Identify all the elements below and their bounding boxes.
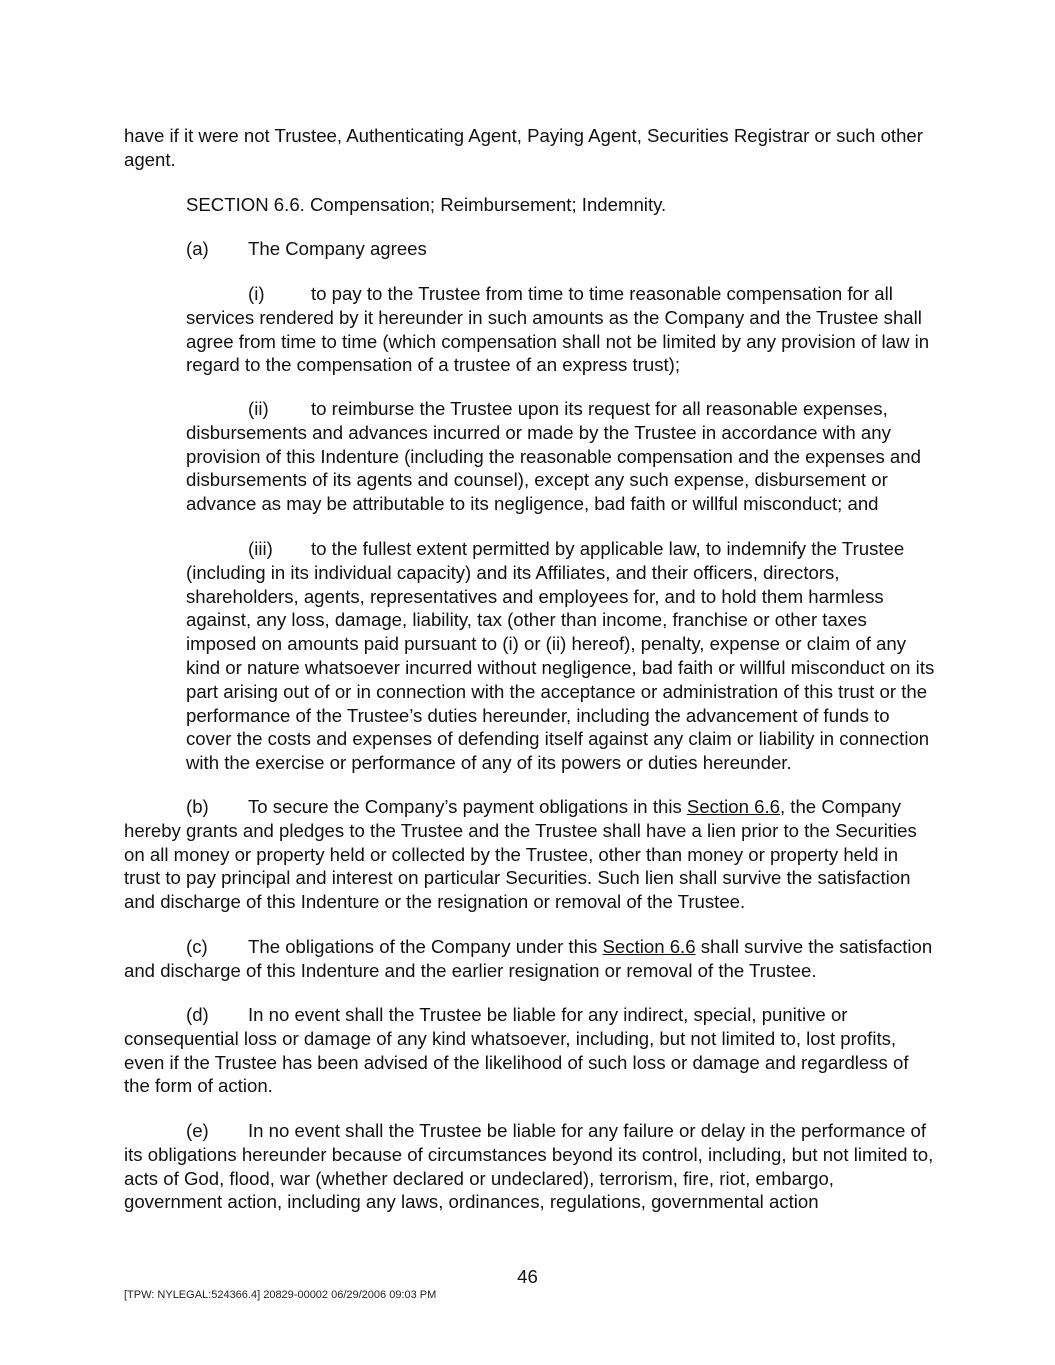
subsection-a-text: The Company agrees: [248, 238, 427, 259]
clause-iii-label: (iii): [248, 538, 273, 559]
paragraph-b-text-before: To secure the Company’s payment obligations in this: [248, 796, 687, 817]
paragraph-b-text-after: , the Company hereby grants and pledges to the Trustee and the Trustee shall have a lien prior to the Securities on all money or property held or collected by the Trustee, other than money or property held in trust to pay principal and interest on particular Securities. Such lien shall survive the satisfaction and discharge of this Indenture or the resignation or removal of the Trustee.: [124, 796, 917, 913]
paragraph-c: [124, 935, 934, 983]
clause-i-text: to pay to the Trustee from time to time reasonable compensation for all services rendered by it hereunder in such amounts as the Company and the Trustee shall agree from time to time (which compensation shall not be limited by any provision of law in regard to the compensation of a trustee of an express trust);: [186, 283, 930, 376]
paragraph-d-text: In no event shall the Trustee be liable for any indirect, special, punitive or consequential loss or damage of any kind whatsoever, including, but not limited to, lost profits, even if the Trustee has been advised of the likelihood of such loss or damage and regardless of the form of action.: [124, 1004, 909, 1097]
clause-ii-text: to reimburse the Trustee upon its request for all reasonable expenses, disbursements and advances incurred or made by the Trustee in accordance with any provision of this Indenture (including the reasonable compensation and the expenses and disbursements of its agents and counsel), except any such expense, disbursement or advance as may be attributable to its negligence, bad faith or willful misconduct; and: [186, 398, 921, 515]
paragraph-d: [124, 1003, 934, 1098]
clause-i-label: (i): [248, 283, 265, 304]
clause-iii-text: to the fullest extent permitted by applicable law, to indemnify the Trustee (including in its individual capacity) and its Affiliates, and their officers, directors, shareholders, agents, representatives and employees for, and to hold them harmless against, any loss, damage, liability, tax (other than income, franchise or other taxes imposed on amounts paid pursuant to (i) or (ii) hereof), penalty, expense or claim of any kind or nature whatsoever incurred without negligence, bad faith or willful misconduct on its part arising out of or in connection with the acceptance or administration of this trust or the performance of the Trustee’s duties hereunder, including the advancement of funds to cover the costs and expenses of defending itself against any claim or liability in connection with the exercise or performance of any of its powers or duties hereunder.: [186, 538, 935, 774]
paragraph-e-text: In no event shall the Trustee be liable for any failure or delay in the performance of its obligations hereunder because of circumstances beyond its control, including, but not limited to, acts of God, flood, war (whether declared or undeclared), terrorism, fire, riot, embargo, government action, including any laws, ordinances, regulations, governmental action: [124, 1120, 934, 1213]
clause-iii: [186, 537, 938, 775]
paragraph-c-label: (c): [186, 936, 208, 957]
paragraph-b-label: (b): [186, 796, 209, 817]
paragraph-c-text-before: The obligations of the Company under this: [248, 936, 603, 957]
clause-ii: [186, 397, 938, 516]
page-number: 46: [517, 1266, 538, 1287]
section-reference-link: Section 6.6: [686, 796, 780, 817]
document-footer-reference: [TPW: NYLEGAL:524366.4] 20829-00002 06/29/2006 09:03 PM: [124, 1289, 437, 1301]
subsection-a: [186, 237, 886, 261]
clause-i: [186, 282, 938, 377]
section-heading: SECTION 6.6. Compensation; Reimbursement; Indemnity.: [186, 194, 667, 215]
paragraph-d-label: (d): [186, 1004, 209, 1025]
intro-continuation: have if it were not Trustee, Authenticating Agent, Paying Agent, Securities Registrar or such other agent.: [124, 125, 923, 170]
clause-ii-label: (ii): [248, 398, 269, 419]
paragraph-c-text-after: shall survive the satisfaction and discharge of this Indenture and the earlier resignation or removal of the Trustee.: [124, 936, 933, 981]
paragraph-e: [124, 1119, 934, 1214]
section-reference-link: Section 6.6: [602, 936, 696, 957]
paragraph-b: [124, 795, 934, 914]
paragraph-e-label: (e): [186, 1120, 209, 1141]
subsection-a-label: (a): [186, 238, 209, 259]
